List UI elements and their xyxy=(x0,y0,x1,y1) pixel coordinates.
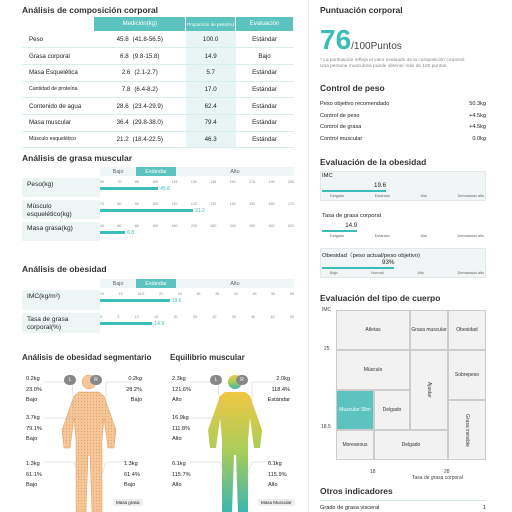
tick-label: 60 xyxy=(117,224,122,228)
obesity-eval-scale xyxy=(330,194,484,198)
table-header-pct: Proporción de peso(%) xyxy=(186,17,236,31)
row-measure xyxy=(94,64,186,81)
tick-label: 280 xyxy=(210,224,217,228)
composition-title: Análisis de composición corporal xyxy=(22,5,159,15)
body-fat-figure xyxy=(44,370,134,512)
table-row xyxy=(22,131,294,148)
measure-value: 7.8 xyxy=(121,85,131,93)
tick-label: 18.5 xyxy=(137,292,145,296)
seg-right-arm xyxy=(126,374,142,406)
tick-label: 15 xyxy=(154,315,159,319)
value: 1.3kg xyxy=(124,461,138,467)
row-eval: Estándar xyxy=(236,64,294,81)
tick-label: 40 xyxy=(233,292,238,296)
weight-control-row xyxy=(320,101,486,107)
tick-label: 110 xyxy=(171,202,178,206)
range-value: 21.2 xyxy=(195,208,205,214)
value: 2.0kg xyxy=(276,376,290,382)
scale-label: Demasiado alto xyxy=(457,271,484,275)
tick-label: 45 xyxy=(252,292,257,296)
tick-label: 160 xyxy=(229,180,236,184)
band-high: Alto xyxy=(230,168,240,175)
wc-value: 0.0kg xyxy=(472,135,486,142)
row-pct: 17.0 xyxy=(186,81,236,98)
tick-label: 150 xyxy=(249,202,256,206)
cell-grasa-muscular: Grasa muscular xyxy=(410,310,448,350)
tick-label: 130 xyxy=(210,202,217,206)
band-high: Alto xyxy=(230,280,240,287)
range-value: 45.8 xyxy=(160,186,170,192)
cell-atletas: Atletas xyxy=(336,310,410,350)
scale-label: Normal xyxy=(371,271,384,275)
tick-label: 40 xyxy=(100,224,104,228)
segmental-title: Análisis de obesidad segmentario xyxy=(22,353,152,362)
tick-label: 35 xyxy=(215,292,220,296)
pct: 79.1% xyxy=(26,425,42,432)
row-measure xyxy=(94,98,186,115)
obesity-eval-value: 19.6 xyxy=(374,182,387,189)
scale-label: Alto xyxy=(420,234,428,238)
row-measure xyxy=(94,114,186,131)
band-standard: Estándar xyxy=(136,167,176,176)
row-pct: 14.9 xyxy=(186,48,236,65)
tick-label: 220 xyxy=(190,224,197,228)
measure-value: 6.8 xyxy=(120,52,129,60)
wc-label: Control muscular xyxy=(320,135,363,142)
eval: Alto xyxy=(172,397,182,403)
tick-label: 10 xyxy=(100,292,104,296)
measure-range: (2.1-2.7) xyxy=(134,69,158,77)
range-ticks xyxy=(100,292,294,296)
seg-trunk xyxy=(26,413,42,445)
tick-label: 15 xyxy=(118,292,123,296)
cell-delgado-2: Delgado xyxy=(374,430,448,460)
band-standard: Estándar xyxy=(136,279,176,288)
scale-label: Delgado xyxy=(330,234,345,238)
value: 3.7kg xyxy=(26,415,40,421)
muscle-fat-bands xyxy=(100,167,294,176)
tick-label: 160 xyxy=(171,224,178,228)
obesity-bands xyxy=(100,279,294,288)
value: 2.3kg xyxy=(172,376,186,382)
wc-label: Peso objetivo recomendado xyxy=(320,101,390,107)
tick-label: 340 xyxy=(229,224,236,228)
value: 16.9kg xyxy=(172,415,189,421)
obesity-eval-title: Evaluación de la obesidad xyxy=(320,157,427,167)
range-ticks xyxy=(100,315,294,319)
balance-title: Equilibrio muscular xyxy=(170,353,245,362)
row-eval: Estándar xyxy=(236,114,294,131)
pct: 111.8% xyxy=(172,425,191,432)
range-ticks xyxy=(100,224,294,228)
pct: 115.9% xyxy=(268,471,287,478)
row-label: Masa Esquelética xyxy=(22,64,94,81)
bal-right-leg xyxy=(268,459,287,491)
tick-label: 160 xyxy=(268,202,275,206)
pct: 115.7% xyxy=(172,471,191,478)
table-row xyxy=(22,48,294,65)
eval: Alto xyxy=(172,482,182,488)
range-bar xyxy=(100,299,170,302)
seg-left-arm xyxy=(26,374,42,406)
row-label: Peso xyxy=(22,31,94,48)
row-eval: Estándar xyxy=(236,131,294,148)
measure-value: 2.6 xyxy=(121,69,131,77)
pct: 61.4% xyxy=(124,471,140,478)
scale-label: Demasiado alto xyxy=(457,234,484,238)
score-suffix: /100Puntos xyxy=(351,41,402,52)
measure-value: 45.8 xyxy=(116,35,129,43)
eval: Alto xyxy=(268,482,278,488)
row-pct: 100.0 xyxy=(186,31,236,48)
tick-label: 40 xyxy=(251,315,256,319)
tick-label: 80 xyxy=(117,202,122,206)
table-header-blank xyxy=(22,17,94,31)
tick-label: 70 xyxy=(100,202,104,206)
left-marker: L xyxy=(210,375,222,385)
pct: 61.1% xyxy=(26,471,42,478)
value: 1.3kg xyxy=(26,461,40,467)
tick-label: 30 xyxy=(196,292,201,296)
scale-label: Demasiado alto xyxy=(457,194,484,198)
wc-value: 50.3kg xyxy=(469,101,486,107)
scale-label: Estándar xyxy=(374,194,390,198)
obesity-title: Análisis de obesidad xyxy=(22,264,107,274)
band-low: Bajo xyxy=(112,168,124,175)
tick-label: 50 xyxy=(271,292,276,296)
table-row xyxy=(22,64,294,81)
cell-obesidad: Obesidad xyxy=(448,310,486,350)
cell-muscular-slim: Muscular Slim xyxy=(336,390,374,430)
table-row xyxy=(22,81,294,98)
tick-label: 25 xyxy=(192,315,197,319)
range-value: 6.8 xyxy=(127,230,135,236)
measure-range: (18.4-22.5) xyxy=(132,135,163,143)
y-tick-25: 25 xyxy=(324,346,330,352)
range-ticks xyxy=(100,180,294,184)
eval: Alto xyxy=(172,436,182,442)
tick-label: 25 xyxy=(177,292,182,296)
range-row-label: Masa grasa(kg) xyxy=(27,225,73,232)
tick-label: 70 xyxy=(117,180,122,184)
tick-label: 460 xyxy=(268,224,275,228)
cell-musculo: Músculo xyxy=(336,350,410,390)
measure-value: 21.2 xyxy=(116,135,129,143)
table-row xyxy=(22,114,294,131)
tick-label: 100 xyxy=(152,202,159,206)
pct: 121.6% xyxy=(172,386,191,393)
row-eval: Estándar xyxy=(236,81,294,98)
body-type-title: Evaluación del tipo de cuerpo xyxy=(320,293,441,303)
tick-label: 170 xyxy=(287,202,294,206)
tick-label: 205 xyxy=(287,180,294,184)
wc-value: +4.5kg xyxy=(469,112,486,119)
row-measure xyxy=(94,31,186,48)
row-pct: 46.3 xyxy=(186,131,236,148)
table-row xyxy=(22,98,294,115)
range-bar xyxy=(100,231,125,234)
obesity-eval-bar xyxy=(322,267,394,269)
measure-range: (29.8-38.0) xyxy=(132,119,163,127)
tick-label: 140 xyxy=(229,202,236,206)
other-title: Otros indicadores xyxy=(320,486,393,496)
obesity-eval-value: 14.9 xyxy=(345,222,358,229)
weight-control-row xyxy=(320,124,486,130)
table-header-measure: Medición(kg) xyxy=(94,17,186,31)
scale-label: Alto xyxy=(420,194,428,198)
bal-left-leg xyxy=(172,459,191,491)
tick-label: 520 xyxy=(287,224,294,228)
range-value: 14.9 xyxy=(154,321,165,327)
eval: Estándar xyxy=(267,397,290,403)
wc-value: +4.5kg xyxy=(469,124,486,131)
pct: 23.0% xyxy=(26,386,42,393)
seg-footer: Masa grasa xyxy=(113,499,143,506)
pct: 118.4% xyxy=(271,386,290,393)
tick-label: 120 xyxy=(190,202,197,206)
pct: 28.2% xyxy=(126,386,142,393)
scale-label: Estándar xyxy=(374,234,390,238)
tick-label: 21 xyxy=(159,292,164,296)
tick-label: 30 xyxy=(212,315,217,319)
tick-label: 55 xyxy=(100,180,104,184)
tick-label: 130 xyxy=(190,180,197,184)
visceral-fat-value: 1 xyxy=(482,505,486,511)
eval: Bajo xyxy=(26,482,38,488)
x-tick-28: 28 xyxy=(444,469,450,475)
scale-label: Bajo xyxy=(330,271,338,275)
eval: Bajo xyxy=(130,397,142,403)
weight-control-list xyxy=(320,101,486,147)
obesity-eval-bar xyxy=(322,230,357,232)
obesity-eval-value: 93% xyxy=(382,259,395,266)
tick-label: 190 xyxy=(268,180,275,184)
tick-label: 90 xyxy=(134,202,139,206)
row-label: Músculo esquelético xyxy=(22,131,94,148)
other-row xyxy=(320,505,486,511)
eval: Bajo xyxy=(26,397,38,403)
range-bar xyxy=(100,187,158,190)
band-low: Bajo xyxy=(112,280,124,287)
tick-label: 100 xyxy=(152,180,159,184)
range-bar xyxy=(100,209,193,212)
composition-table xyxy=(22,17,294,148)
weight-control-row xyxy=(320,136,486,142)
weight-control-row xyxy=(320,113,486,119)
tick-label: 400 xyxy=(249,224,256,228)
range-bar xyxy=(100,322,152,325)
table-header-eval: Evaluación xyxy=(236,17,294,31)
left-marker: L xyxy=(64,375,76,385)
score-note-2: Una persona musculosa puede obtener más de 100 puntos. xyxy=(320,63,448,69)
eval: Bajo xyxy=(124,482,136,488)
row-label: Masa muscular xyxy=(22,114,94,131)
visceral-fat-label: Grado de grasa visceral xyxy=(320,505,380,511)
tick-label: 20 xyxy=(173,315,178,319)
x-tick-18: 18 xyxy=(370,469,376,475)
seg-left-leg xyxy=(26,459,42,491)
obesity-eval-label: IMC xyxy=(322,173,333,179)
row-label: Cantidad de proteína xyxy=(22,81,94,98)
row-measure xyxy=(94,131,186,148)
y-tick-18-5: 18.5 xyxy=(321,424,331,430)
measure-value: 28.6 xyxy=(116,102,129,110)
range-ticks xyxy=(100,202,294,206)
obesity-eval-scale xyxy=(330,271,484,275)
other-divider xyxy=(320,500,486,501)
value: 6.1kg xyxy=(172,461,186,467)
score-title: Puntuación corporal xyxy=(320,5,403,15)
tick-label: 80 xyxy=(134,224,139,228)
row-measure xyxy=(94,48,186,65)
range-row-label: Músculo esquelético(kg) xyxy=(27,203,72,218)
row-pct: 5.7 xyxy=(186,64,236,81)
right-marker: R xyxy=(90,375,102,385)
cell-delgado-1: Delgado xyxy=(374,390,410,430)
tick-label: 100 xyxy=(152,224,159,228)
tick-label: 55 xyxy=(289,292,294,296)
range-row-label: Peso(kg) xyxy=(27,181,54,188)
tick-label: 45 xyxy=(270,315,275,319)
tick-label: 5 xyxy=(117,315,120,319)
tick-label: 10 xyxy=(134,315,139,319)
measure-range: (23.4-29.9) xyxy=(132,102,163,110)
bal-trunk xyxy=(172,413,190,445)
value: 0.2kg xyxy=(128,376,142,382)
score-value: 76 xyxy=(320,24,352,55)
bal-right-arm xyxy=(262,374,290,406)
weight-control-title: Control de peso xyxy=(320,83,385,93)
measure-range: (6.4-8.2) xyxy=(134,85,158,93)
range-value: 19.6 xyxy=(171,298,182,304)
muscle-fat-title: Análisis de grasa muscular xyxy=(22,153,133,163)
cell-grasa-invisible: Grasa invisible xyxy=(448,400,486,460)
body-type-x-label: Tasa de grasa corporal xyxy=(412,475,463,481)
seg-right-leg xyxy=(124,459,140,491)
tick-label: 35 xyxy=(231,315,236,319)
row-measure xyxy=(94,81,186,98)
cell-ajustar: Ajustar xyxy=(410,350,448,430)
tick-label: 85 xyxy=(134,180,139,184)
range-row-label: IMC(kg/m²) xyxy=(27,293,60,300)
tick-label: 145 xyxy=(210,180,217,184)
scale-label: Delgado xyxy=(330,194,345,198)
eval: Bajo xyxy=(26,436,38,442)
tick-label: 0 xyxy=(100,315,102,319)
obesity-eval-bar xyxy=(322,190,386,192)
row-pct: 79.4 xyxy=(186,114,236,131)
range-row-label: Tasa de grasa corporal(%) xyxy=(27,316,69,331)
wc-label: Control de peso xyxy=(320,112,360,119)
score-note xyxy=(320,58,490,70)
obesity-eval-label: Tasa de grasa corporal xyxy=(322,213,381,219)
table-row xyxy=(22,31,294,48)
row-pct: 62.4 xyxy=(186,98,236,115)
row-eval: Estándar xyxy=(236,98,294,115)
column-divider xyxy=(308,0,309,512)
row-label: Grasa corporal xyxy=(22,48,94,65)
measure-value: 36.4 xyxy=(116,119,129,127)
measure-range: (9.8-15.8) xyxy=(132,52,160,60)
wc-label: Control de grasa xyxy=(320,124,362,131)
value: 0.2kg xyxy=(26,376,40,382)
right-marker: R xyxy=(236,375,248,385)
tick-label: 115 xyxy=(171,180,178,184)
cell-sobrepeso: Sobrepeso xyxy=(448,350,486,400)
score-display xyxy=(320,24,402,56)
row-label: Contenido de agua xyxy=(22,98,94,115)
tick-label: 50 xyxy=(289,315,294,319)
bal-left-arm xyxy=(172,374,191,406)
bal-footer: Masa Muscular xyxy=(258,499,295,506)
cell-moreanous: Moreanous xyxy=(336,430,374,460)
scale-label: Alto xyxy=(417,271,424,275)
obesity-eval-scale xyxy=(330,234,484,238)
value: 6.1kg xyxy=(268,461,282,467)
tick-label: 175 xyxy=(249,180,256,184)
row-eval: Estándar xyxy=(236,31,294,48)
obesity-eval-label: Obesidad（peso actual/peso objetivo) xyxy=(322,253,420,259)
score-note-1: * La puntuación refleja el valor evaluado de la composición corporal. xyxy=(320,58,466,63)
body-type-y-label: IMC xyxy=(322,307,332,313)
measure-range: (41.8-56.5) xyxy=(132,35,163,43)
row-eval: Bajo xyxy=(236,48,294,65)
